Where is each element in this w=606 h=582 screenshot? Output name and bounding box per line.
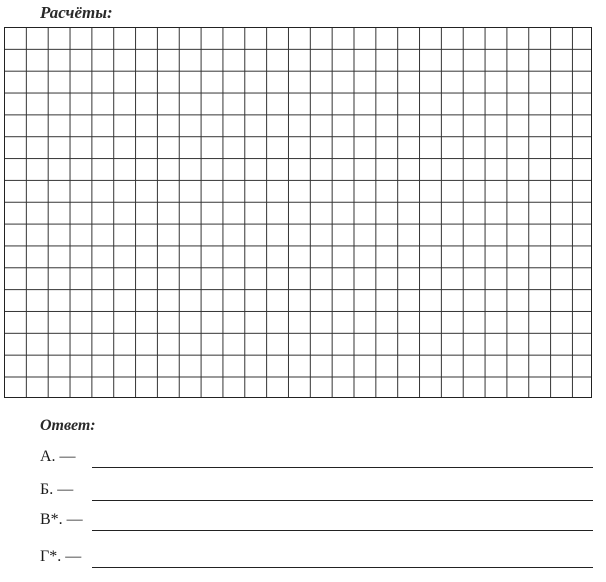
answer-line-b[interactable] — [92, 500, 593, 501]
answer-row-label: А. — — [40, 448, 76, 465]
answer-line-g[interactable] — [92, 567, 593, 568]
calculation-grid[interactable] — [4, 27, 592, 398]
calculations-heading: Расчёты: — [40, 3, 113, 22]
answer-line-a[interactable] — [92, 467, 593, 468]
answer-row-label: Б. — — [40, 481, 74, 498]
answer-row-label: В*. — — [40, 511, 83, 528]
answer-row-a — [40, 444, 593, 468]
answer-row-g — [40, 544, 593, 568]
answer-row-v — [40, 507, 593, 531]
answer-line-v[interactable] — [92, 530, 593, 531]
answer-row-b — [40, 477, 593, 501]
answer-row-label: Г*. — — [40, 548, 82, 565]
answer-heading: Ответ: — [40, 417, 96, 434]
